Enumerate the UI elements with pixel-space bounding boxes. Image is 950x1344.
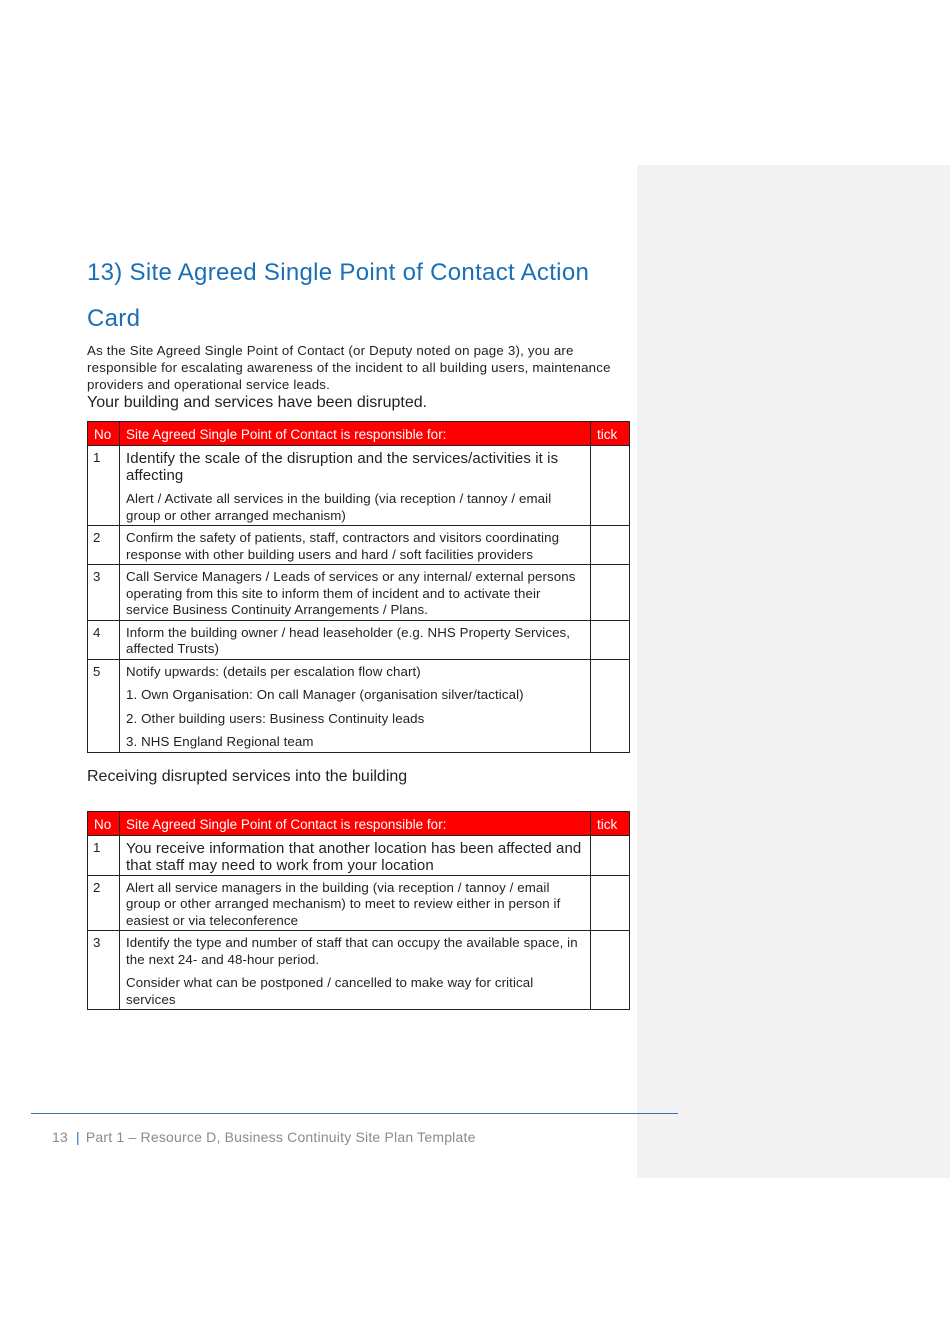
- footer-divider: [31, 1113, 678, 1114]
- tick-cell[interactable]: [591, 565, 630, 621]
- row-task: Confirm the safety of patients, staff, contractors and visitors coordinating response with other building users and hard / soft facilities providers: [120, 526, 591, 565]
- page-number: 13: [52, 1129, 68, 1145]
- tick-cell[interactable]: [591, 526, 630, 565]
- table-row: [88, 659, 630, 752]
- table-row: [88, 931, 630, 1010]
- comment-pane: [637, 165, 950, 1178]
- row-task: Call Service Managers / Leads of services or any internal/ external persons operating from this site to inform them of incident and to activate their service Business Continuity Arrangements / Plans.: [120, 565, 591, 621]
- table-row: [88, 620, 630, 659]
- row-number: 1: [88, 835, 120, 875]
- section2-heading: Receiving disrupted services into the building: [87, 767, 408, 785]
- row-number: 3: [88, 565, 120, 621]
- header-no: No: [88, 422, 120, 446]
- header-task: Site Agreed Single Point of Contact is responsible for:: [120, 811, 591, 835]
- row-task: Identify the type and number of staff that can occupy the available space, in the next 24- and 48-hour period. Consider what can be postponed / cancelled to make way for critical services: [120, 931, 591, 1010]
- tick-cell[interactable]: [591, 620, 630, 659]
- action-table-disrupted: [87, 421, 630, 753]
- table-row: [88, 565, 630, 621]
- row-task: Inform the building owner / head leaseholder (e.g. NHS Property Services, affected Trusts): [120, 620, 591, 659]
- table-header-row: [88, 811, 630, 835]
- table-header-row: [88, 422, 630, 446]
- document-body: [87, 250, 630, 1010]
- footer-separator: |: [75, 1129, 80, 1145]
- table-row: [88, 526, 630, 565]
- table-row: [88, 446, 630, 526]
- page-title: 13) Site Agreed Single Point of Contact Action Card: [87, 259, 590, 332]
- row-number: 3: [88, 931, 120, 1010]
- table-row: [88, 875, 630, 931]
- section1-heading: Your building and services have been disrupted.: [87, 394, 428, 411]
- table-row: [88, 835, 630, 875]
- header-task: Site Agreed Single Point of Contact is responsible for:: [120, 422, 591, 446]
- row-number: 4: [88, 620, 120, 659]
- tick-cell[interactable]: [591, 659, 630, 752]
- row-task: Identify the scale of the disruption and the services/activities it is affecting Alert / Activate all services in the building (via reception / tannoy / email group or other arranged mechanism): [120, 446, 591, 526]
- row-task: You receive information that another location has been affected and that staff may need to work from your location: [120, 835, 591, 875]
- tick-cell[interactable]: [591, 931, 630, 1010]
- action-table-receiving: [87, 811, 630, 1011]
- tick-cell[interactable]: [591, 875, 630, 931]
- header-no: No: [88, 811, 120, 835]
- footer-text: Part 1 – Resource D, Business Continuity Site Plan Template: [85, 1129, 476, 1145]
- row-number: 5: [88, 659, 120, 752]
- row-number: 1: [88, 446, 120, 526]
- intro-paragraph: As the Site Agreed Single Point of Contact (or Deputy noted on page 3), you are responsible for escalating awareness of the incident to all building users, maintenance providers and operational service leads.: [87, 343, 611, 392]
- row-task: Notify upwards: (details per escalation flow chart) 1. Own Organisation: On call Manager (organisation silver/tactical) 2. Other building users: Business Continuity leads 3. NHS England Regional team: [120, 659, 591, 752]
- tick-cell[interactable]: [591, 835, 630, 875]
- row-task: Alert all service managers in the building (via reception / tannoy / email group or other arranged mechanism) to meet to review either in person if easiest or via teleconference: [120, 875, 591, 931]
- row-number: 2: [88, 526, 120, 565]
- header-tick: tick: [591, 422, 630, 446]
- header-tick: tick: [591, 811, 630, 835]
- page-footer: [52, 1129, 476, 1145]
- row-number: 2: [88, 875, 120, 931]
- tick-cell[interactable]: [591, 446, 630, 526]
